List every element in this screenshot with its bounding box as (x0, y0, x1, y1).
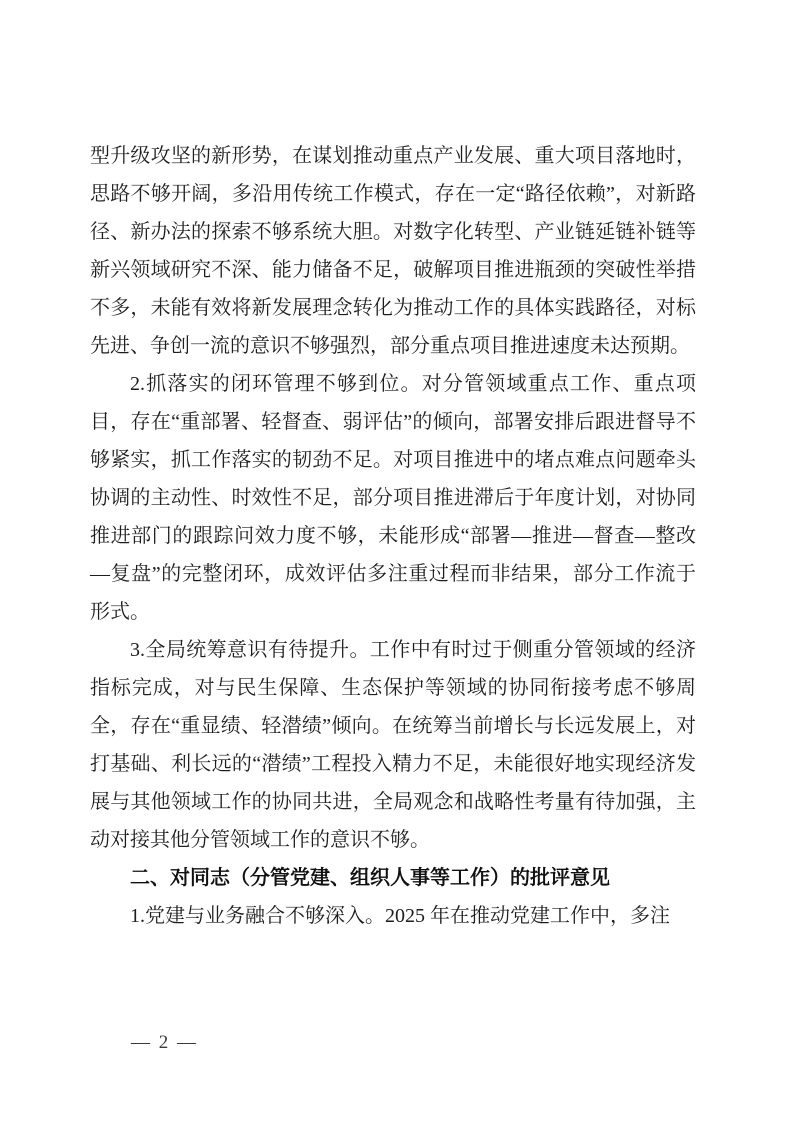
paragraph-criticism-item-2: 2.抓落实的闭环管理不够到位。对分管领域重点工作、重点项目，存在“重部署、轻督查、弱评估”的倾向，部署安排后跟进督导不够紧实，抓工作落实的韧劲不足。对项目推进中的堵点难点问题牵头协调的主动性、时效性不足，部分项目推进滞后于年度计划，对协同推进部门的跟踪问效力度不够，未能形成“部署—推进—督查—整改—复盘”的完整闭环，成效评估多注重过程而非结果，部分工作流于形式。 (90, 373, 696, 623)
paragraph-criticism-item-1-section2: 1.党建与业务融合不够深入。2025 年在推动党建工作中，多注 (130, 905, 670, 927)
paragraph-criticism-item-3: 3.全局统筹意识有待提升。工作中有时过于侧重分管领域的经济指标完成，对与民生保障、生态保护等领域的协同衔接考虑不够周全，存在“重显绩、轻潜绩”倾向。在统筹当前增长与长远发展上，对打基础、利长远的“潜绩”工程投入精力不足，未能很好地实现经济发展与其他领域工作的协同共进，全局观念和战略性考量有待加强，主动对接其他分管领域工作的意识不够。 (90, 639, 696, 851)
document-body (90, 137, 696, 935)
paragraph-continued-from-previous-page: 型升级攻坚的新形势，在谋划推动重点产业发展、重大项目落地时，思路不够开阔，多沿用传统工作模式，存在一定“路径依赖”，对新路径、新办法的探索不够系统大胆。对数字化转型、产业链延链补链等新兴领域研究不深、能力储备不足，破解项目推进瓶颈的突破性举措不多，未能有效将新发展理念转化为推动工作的具体实践路径，对标先进、争创一流的意识不够强烈，部分重点项目推进速度未达预期。 (90, 145, 696, 357)
section-heading-criticism-of-comrade: 二、对同志（分管党建、组织人事等工作）的批评意见 (130, 867, 610, 889)
page-number: — 2 — (131, 1032, 198, 1053)
